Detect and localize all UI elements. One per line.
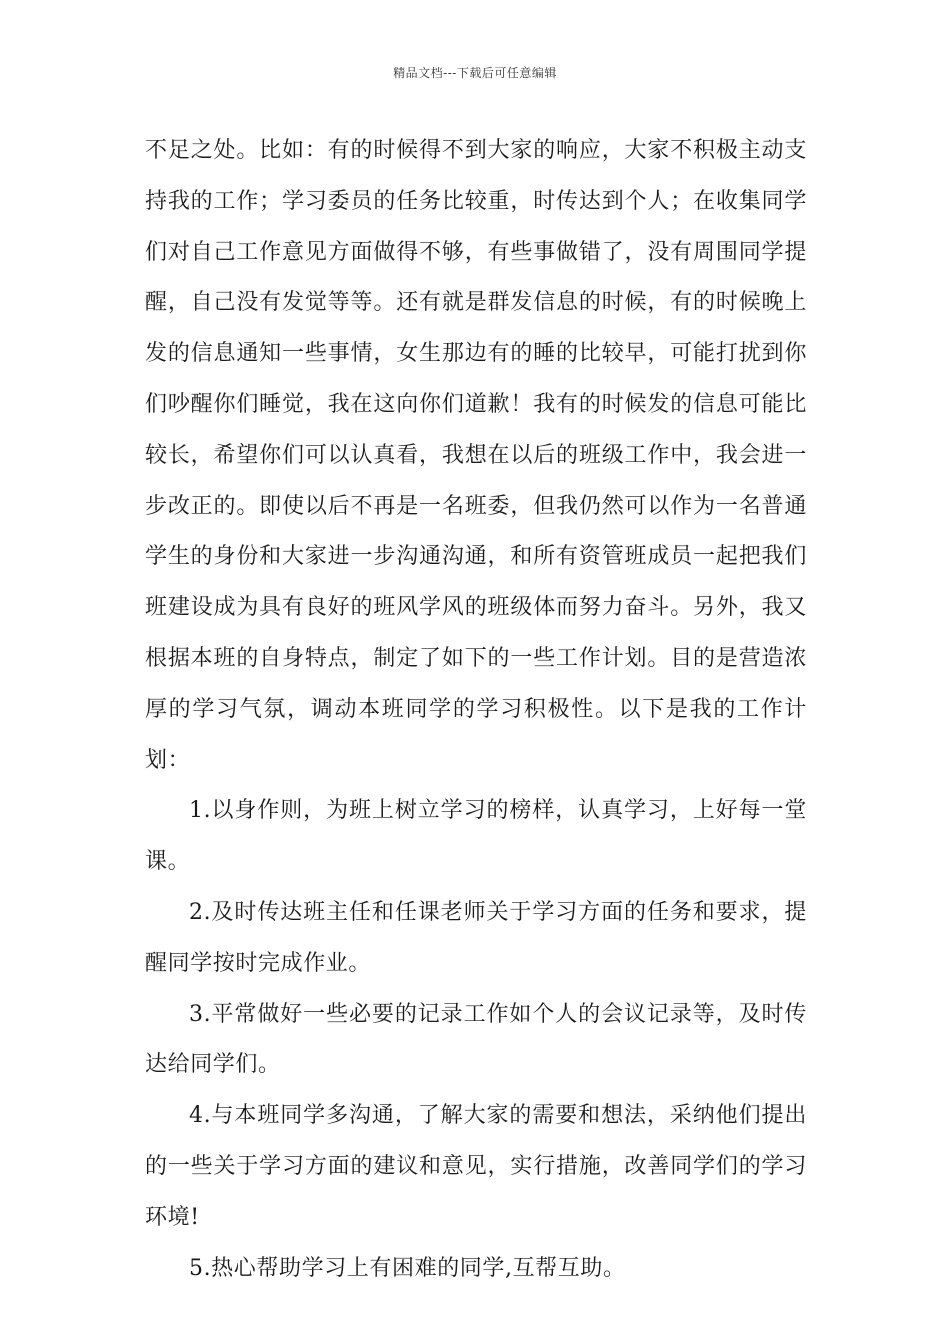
intro-paragraph: 不足之处。比如：有的时候得不到大家的响应，大家不积极主动支持我的工作；学习委员的任务比较重，时传达到个人；在收集同学们对自己工作意见方面做得不够，有些事做错了，没有周围同学提醒，自己没有发觉等等。还有就是群发信息的时候，有的时候晚上发的信息通知一些事情，女生那边有的睡的比较早，可能打扰到你们吵醒你们睡觉，我在这向你们道歉！我有的时候发的信息可能比较长，希望你们可以认真看，我想在以后的班级工作中，我会进一步改正的。即使以后不再是一名班委，但我仍然可以作为一名普通学生的身份和大家进一步沟通沟通，和所有资管班成员一起把我们班建设成为具有良好的班风学风的班级体而努力奋斗。另外，我又根据本班的自身特点，制定了如下的一些工作计划。目的是营造浓厚的学习气氛，调动本班同学的学习积极性。以下是我的工作计划： [145, 138, 807, 773]
plan-item-4: 4.与本班同学多沟通，了解大家的需要和想法，采纳他们提出的一些关于学习方面的建议和意见，实行措施，改善同学们的学习环境! [145, 1103, 807, 1230]
plan-item-1: 1.以身作则，为班上树立学习的榜样，认真学习，上好每一堂课。 [145, 798, 807, 875]
plan-item-5: 5.热心帮助学习上有困难的同学,互帮互助。 [189, 1255, 626, 1281]
plan-item-3: 3.平常做好一些必要的记录工作如个人的会议记录等，及时传达给同学们。 [145, 1001, 807, 1078]
document-body [145, 126, 807, 1294]
page-header: 精品文档---下载后可任意编辑 [393, 66, 557, 80]
plan-item-2: 2.及时传达班主任和任课老师关于学习方面的任务和要求，提醒同学按时完成作业。 [145, 899, 807, 976]
